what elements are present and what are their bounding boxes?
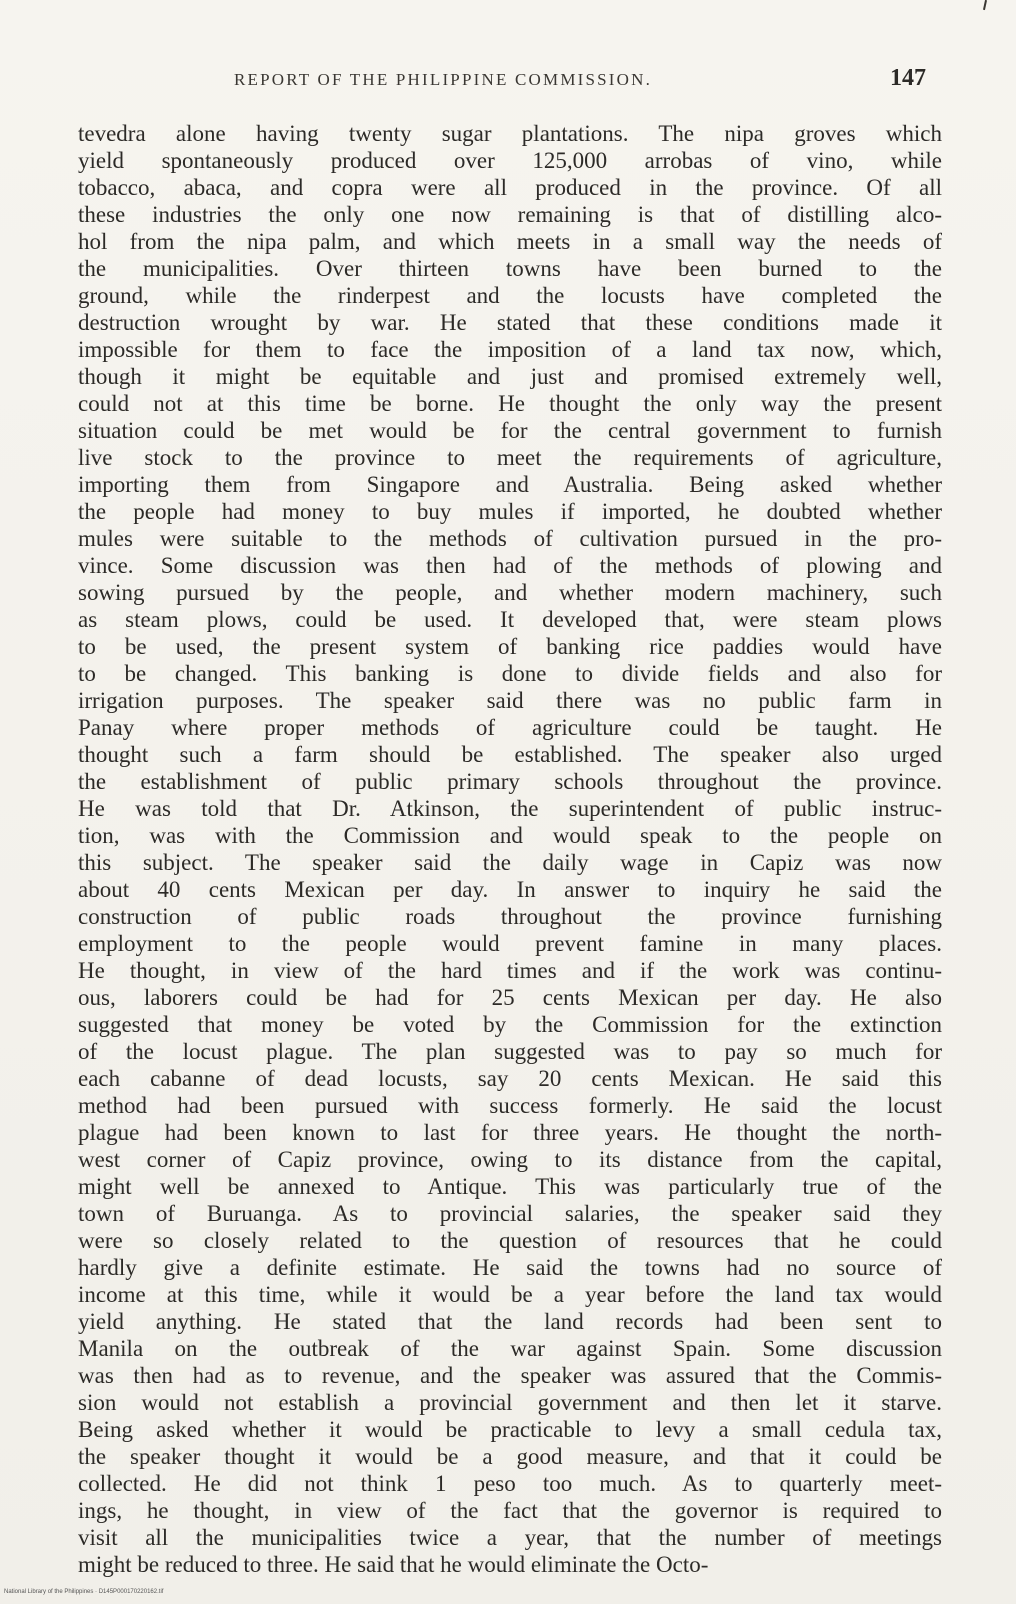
text-line: were so closely related to the question of resources that he could — [78, 1228, 942, 1253]
text-line: the establishment of public primary schools throughout the province. — [78, 769, 942, 794]
running-head: REPORT OF THE PHILIPPINE COMMISSION. — [234, 70, 653, 89]
text-line: to be changed. This banking is done to divide fields and also for — [78, 661, 942, 686]
text-line: thought such a farm should be established. The speaker also urged — [78, 742, 942, 767]
text-line: vince. Some discussion was then had of the methods of plowing and — [78, 553, 942, 578]
text-line: ous, laborers could be had for 25 cents Mexican per day. He also — [78, 985, 942, 1010]
text-line: Panay where proper methods of agriculture could be taught. He — [78, 715, 942, 740]
text-line: visit all the municipalities twice a year, that the number of meetings — [78, 1525, 942, 1550]
text-line: sion would not establish a provincial government and then let it starve. — [78, 1390, 942, 1415]
text-line: each cabanne of dead locusts, say 20 cents Mexican. He said this — [78, 1066, 942, 1091]
text-line: irrigation purposes. The speaker said there was no public farm in — [78, 688, 942, 713]
text-line: yield spontaneously produced over 125,000 arrobas of vino, while — [78, 148, 942, 173]
text-line: this subject. The speaker said the daily wage in Capiz was now — [78, 850, 942, 875]
text-line: town of Buruanga. As to provincial salaries, the speaker said they — [78, 1201, 942, 1226]
text-line: hol from the nipa palm, and which meets in a small way the needs of — [78, 229, 942, 254]
text-line: income at this time, while it would be a year before the land tax would — [78, 1282, 942, 1307]
text-line: the people had money to buy mules if imported, he doubted whether — [78, 499, 942, 524]
text-line: tobacco, abaca, and copra were all produced in the province. Of all — [78, 175, 942, 200]
text-line: destruction wrought by war. He stated that these conditions made it — [78, 310, 942, 335]
text-line: tevedra alone having twenty sugar plantations. The nipa groves which — [78, 121, 942, 146]
text-line: live stock to the province to meet the requirements of agriculture, — [78, 445, 942, 470]
text-line: the speaker thought it would be a good measure, and that it could be — [78, 1444, 942, 1469]
text-line: importing them from Singapore and Australia. Being asked whether — [78, 472, 942, 497]
text-line: mules were suitable to the methods of cultivation pursued in the pro- — [78, 526, 942, 551]
text-line: yield anything. He stated that the land records had been sent to — [78, 1309, 942, 1334]
text-line: suggested that money be voted by the Commission for the extinction — [78, 1012, 942, 1037]
text-line: employment to the people would prevent famine in many places. — [78, 931, 942, 956]
text-line: sowing pursued by the people, and whether modern machinery, such — [78, 580, 942, 605]
text-line: the municipalities. Over thirteen towns have been burned to the — [78, 256, 942, 281]
text-line: west corner of Capiz province, owing to its distance from the capital, — [78, 1147, 942, 1172]
text-line: hardly give a definite estimate. He said the towns had no source of — [78, 1255, 942, 1280]
text-line: He was told that Dr. Atkinson, the superintendent of public instruc- — [78, 796, 942, 821]
text-line: these industries the only one now remaining is that of distilling alco- — [78, 202, 942, 227]
text-line: Being asked whether it would be practicable to levy a small cedula tax, — [78, 1417, 942, 1442]
text-line: He thought, in view of the hard times and if the work was continu- — [78, 958, 942, 983]
footer-credit: National Library of the Philippines · D145P000170220162.tif — [4, 1589, 164, 1595]
text-line: though it might be equitable and just and promised extremely well, — [78, 364, 942, 389]
text-line: tion, was with the Commission and would speak to the people on — [78, 823, 942, 848]
text-line: ings, he thought, in view of the fact that the governor is required to — [78, 1498, 942, 1523]
text-line: might well be annexed to Antique. This was particularly true of the — [78, 1174, 942, 1199]
text-line: impossible for them to face the imposition of a land tax now, which, — [78, 337, 942, 362]
body-text — [78, 120, 942, 1578]
text-line: of the locust plague. The plan suggested was to pay so much for — [78, 1039, 942, 1064]
text-line: as steam plows, could be used. It developed that, were steam plows — [78, 607, 942, 632]
text-line: could not at this time be borne. He thought the only way the present — [78, 391, 942, 416]
text-line: Manila on the outbreak of the war against Spain. Some discussion — [78, 1336, 942, 1361]
page-edge-mark — [983, 0, 987, 10]
text-line: might be reduced to three. He said that he would eliminate the Octo- — [78, 1552, 709, 1577]
text-line: ground, while the rinderpest and the locusts have completed the — [78, 283, 942, 308]
text-line: collected. He did not think 1 peso too much. As to quarterly meet- — [78, 1471, 942, 1496]
page-number: 147 — [890, 65, 926, 91]
text-line: to be used, the present system of banking rice paddies would have — [78, 634, 942, 659]
text-line: construction of public roads throughout the province furnishing — [78, 904, 942, 929]
text-line: was then had as to revenue, and the speaker was assured that the Commis- — [78, 1363, 942, 1388]
text-line: plague had been known to last for three years. He thought the north- — [78, 1120, 942, 1145]
text-line: about 40 cents Mexican per day. In answer to inquiry he said the — [78, 877, 942, 902]
text-line: method had been pursued with success formerly. He said the locust — [78, 1093, 942, 1118]
text-line: situation could be met would be for the central government to furnish — [78, 418, 942, 443]
